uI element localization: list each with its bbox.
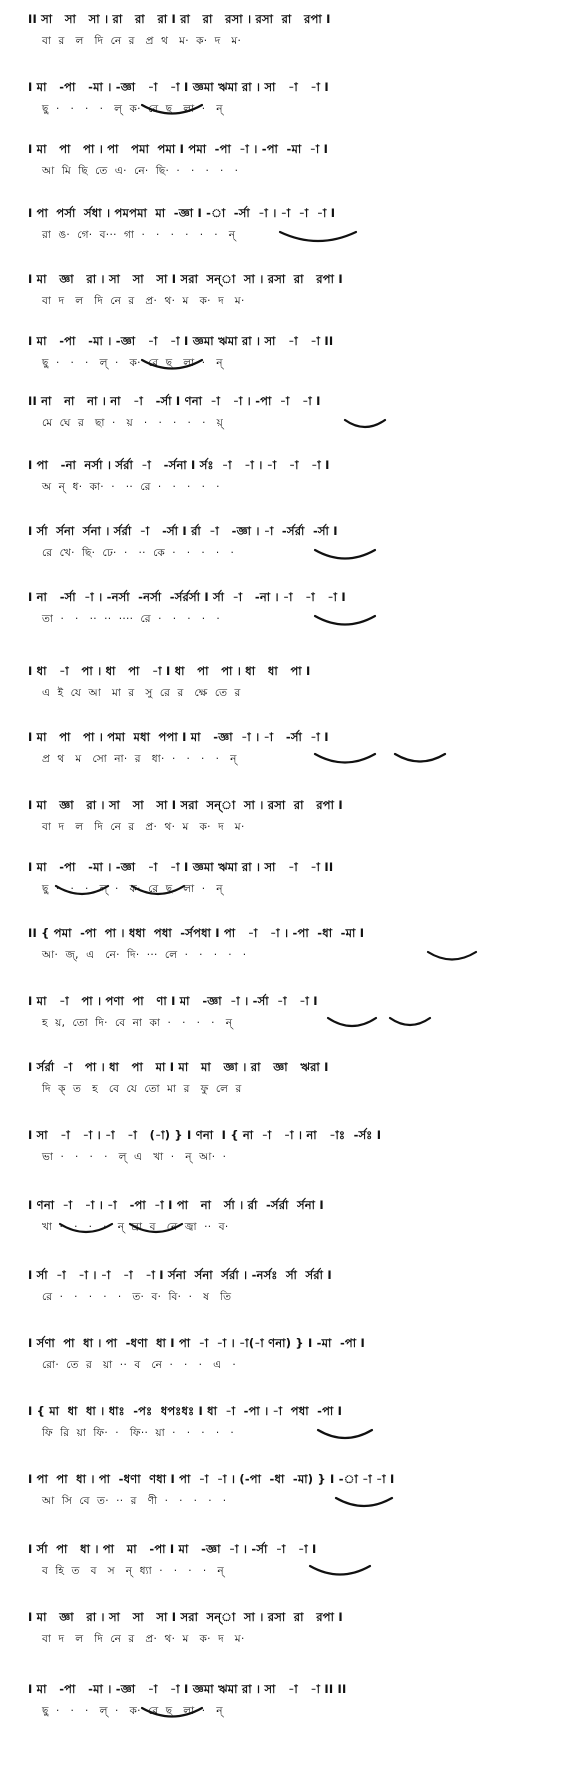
lyric-row: বা দ ল দি নে র প্র· থ· ম ক· দ ম· xyxy=(42,821,245,833)
notation-line-4 xyxy=(28,206,558,242)
notation-line-13 xyxy=(28,798,558,834)
lyric-row: অ ন্ ধ· কা· · ·· রে · · · · · xyxy=(42,481,220,493)
swara-row: II সা সা সা । রা রা রা I রা রা রসা । রসা রা রপা I xyxy=(28,12,331,26)
lyric-row: ছু · · · ল্ · ক· রে ছ লা · ন্ xyxy=(42,883,223,895)
lyric-row: ব হি ত ব স ন্ ধ্যা · · · · ন্ xyxy=(42,1565,224,1577)
lyric-row: ভা · · · · ল্ এ খা · ন্ আ· · xyxy=(42,1151,227,1163)
swara-row: I না -র্সা -া । -নর্সা -নর্সা -র্সর্রর্সা I র্সা -া -না । -া -া -া I xyxy=(28,590,346,604)
notation-line-5 xyxy=(28,272,558,308)
lyric-row: এ ই যে আ মা র সু রে র ক্ষে তে র xyxy=(42,687,241,699)
notation-line-1 xyxy=(28,12,558,48)
swara-row: II না না না । না -া -র্সা I ণনা -া -া । -পা -া -া I xyxy=(28,394,321,408)
swara-row: I ধা -া পা । ধা পা -া I ধা পা পা । ধা ধা পা I xyxy=(28,664,311,678)
notation-line-21 xyxy=(28,1336,558,1372)
lyric-row: ছু · · · · ল্ ক· রে ছ লা · ন্ xyxy=(42,103,223,115)
swara-row: I মা -পা -মা । -জ্ঞা -া -া I জ্ঞমা ঋমা রা । সা -া -া II xyxy=(28,860,334,874)
notation-line-18 xyxy=(28,1128,558,1164)
notation-line-25 xyxy=(28,1610,558,1646)
lyric-row: ছু · · · ল্ · ক· রে ছ লা · ন্ xyxy=(42,1705,223,1717)
swara-row: I মা -পা -মা । -জ্ঞা -া -া I জ্ঞমা ঋমা রা । সা -া -া II xyxy=(28,334,334,348)
notation-line-12 xyxy=(28,730,558,766)
swara-row: I মা জ্ঞা রা । সা সা সা I সরা সন্া সা । রসা রা রপা I xyxy=(28,798,343,812)
lyric-row: আ মি ছি তে এ· নে· ছি· · · · · · xyxy=(42,165,239,177)
lyric-row: খা · · · · ন্ ব্রা ব নে জ্বা ·· ব· xyxy=(42,1221,229,1233)
notation-line-16 xyxy=(28,994,558,1030)
swara-row: I পা -না নর্সা । র্সর্রা -া -র্সনা I র্সঃ -া -া । -া -া -া I xyxy=(28,458,330,472)
notation-line-23 xyxy=(28,1472,558,1508)
lyric-row: বা দ ল দি নে র প্র· থ· ম ক· দ ম· xyxy=(42,295,245,307)
swara-row: I মা -পা -মা । -জ্ঞা -া -া I জ্ঞমা ঋমা রা । সা -া -া II II xyxy=(28,1682,347,1696)
notation-line-9 xyxy=(28,524,558,560)
swara-row: I পা পা ধা । পা -ধণা ণধা I পা -া -া । (-পা -ধা -মা) } I -া -া -া I xyxy=(28,1472,395,1486)
notation-line-17 xyxy=(28,1060,558,1096)
swara-row: I মা -পা -মা । -জ্ঞা -া -া I জ্ঞমা ঋমা রা । সা -া -া I xyxy=(28,80,329,94)
lyric-row: বা র ল দি নে র প্র থ ম· ক· দ ম· xyxy=(42,35,242,47)
notation-line-11 xyxy=(28,664,558,700)
swara-row: I মা পা পা । পমা মধা পপা I মা -জ্ঞা -া । -া -র্সা -া I xyxy=(28,730,329,744)
notation-line-14 xyxy=(28,860,558,896)
swara-row: I র্সা -া -া । -া -া -া I র্সনা র্সনা র্সর্রা । -নর্সঃ র্সা র্সর্রা I xyxy=(28,1268,332,1282)
notation-line-8 xyxy=(28,458,558,494)
notation-line-6 xyxy=(28,334,558,370)
lyric-row: রে খে· ছি· ঢে· · ·· কে · · · · · xyxy=(42,547,235,559)
notation-line-7 xyxy=(28,394,558,430)
notation-line-3 xyxy=(28,142,558,178)
lyric-row: প্র থ ম সো না· র ধা· · · · · ন্ xyxy=(42,753,237,765)
lyric-row: ফি রি য়া ফি· · ফি·· য়া · · · · · xyxy=(42,1427,235,1439)
lyric-row: আ· জ্, এ নে· দি· ··· লে · · · · · xyxy=(42,949,247,961)
swara-row: I র্সা পা ধা । পা মা -পা I মা -জ্ঞা -া । -র্সা -া -া I xyxy=(28,1542,317,1556)
notation-line-19 xyxy=(28,1198,558,1234)
lyric-row: হ য়, তো দি· বে না কা · · · · ন্ xyxy=(42,1017,233,1029)
swara-row: I সা -া -া । -া -া (-া) } I ণনা I { না -া -া । না -াঃ -র্সঃ I xyxy=(28,1128,382,1142)
swara-row: I র্সর্রা -া পা । ধা পা মা I মা মা জ্ঞা । রা জ্ঞা ঋরা I xyxy=(28,1060,329,1074)
notation-line-2 xyxy=(28,80,558,116)
lyric-row: ছু · · · ল্ · ক· রে ছ লা · ন্ xyxy=(42,357,223,369)
notation-line-24 xyxy=(28,1542,558,1578)
swara-row: I মা জ্ঞা রা । সা সা সা I সরা সন্া সা । রসা রা রপা I xyxy=(28,272,343,286)
lyric-row: রে · · · · · ত· ব· বি· · ষ তি xyxy=(42,1291,232,1303)
swara-row: I র্সা র্সনা র্সনা । র্সর্রা -া -র্সা I র্রা -া -জ্ঞা । -া -র্সর্রা -র্সা I xyxy=(28,524,338,538)
swara-row: I মা জ্ঞা রা । সা সা সা I সরা সন্া সা । রসা রা রপা I xyxy=(28,1610,343,1624)
swara-row: II { পমা -পা পা । ধধা পধা -র্সপধা I পা -া -া । -পা -ধা -মা I xyxy=(28,926,365,940)
swara-row: I মা পা পা । পা পমা পমা I পমা -পা -া । -পা -মা -া I xyxy=(28,142,329,156)
lyric-row: রা ঙ· গে· ব··· গা · · · · · · ন্ xyxy=(42,229,236,241)
lyric-row: বা দ ল দি নে র প্র· থ· ম ক· দ ম· xyxy=(42,1633,245,1645)
swara-row: I পা পর্সা র্সধা । পমপমা মা -জ্ঞা I -া -র্সা -া । -া -া -া I xyxy=(28,206,336,220)
lyric-row: রো· তে র য়া ·· ব নে · · · এ · xyxy=(42,1359,237,1371)
lyric-row: মে ঘে র ছা · য় · · · · · য়্ xyxy=(42,417,224,429)
swara-row: I ণনা -া -া । -া -পা -া I পা না র্সা । র্রা -র্সর্রা র্সনা I xyxy=(28,1198,324,1212)
notation-line-20 xyxy=(28,1268,558,1304)
notation-line-22 xyxy=(28,1404,558,1440)
swara-row: I র্সণা পা ধা । পা -ধণা ধা I পা -া -া । -া(-া ণনা) } I -মা -পা I xyxy=(28,1336,365,1350)
lyric-row: আ সি বে ত· ·· র ণী · · · · · xyxy=(42,1495,227,1507)
swara-row: I { মা ধা ধা । ধাঃ -পঃ ধপঃধঃ I ধা -া -পা । -া পধা -পা I xyxy=(28,1404,343,1418)
lyric-row: তা · · ·· ·· ···· রে · · · · · xyxy=(42,613,220,625)
notation-line-26 xyxy=(28,1682,558,1718)
swara-row: I মা -া পা । পণা পা ণা I মা -জ্ঞা -া । -র্সা -া -া I xyxy=(28,994,318,1008)
lyric-row: দি ক্ ত হ বে যে তো মা র ফু লে র xyxy=(42,1083,242,1095)
notation-line-15 xyxy=(28,926,558,962)
notation-line-10 xyxy=(28,590,558,626)
